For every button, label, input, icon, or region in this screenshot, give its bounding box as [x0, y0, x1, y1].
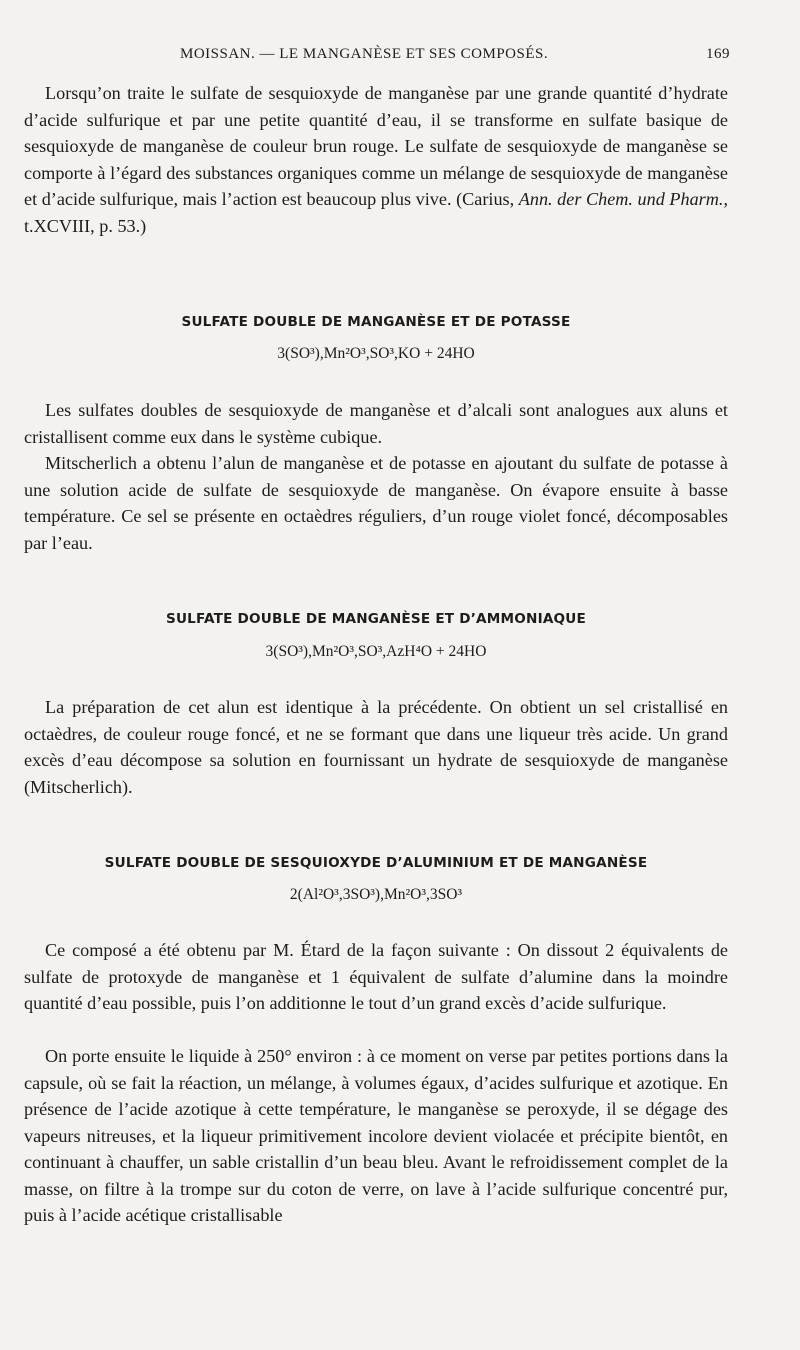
- formula-aluminium: 2(Al²O³,3SO³),Mn²O³,3SO³: [289, 886, 463, 903]
- section-heading-aluminium: SULFATE DOUBLE DE SESQUIOXYDE D’ALUMINIUM ET DE MANGANÈSE: [104, 855, 648, 871]
- paragraph-preparation: On porte ensuite le liquide à 250° environ : à ce moment on verse par petites portions dans la capsule, où se fait la réaction, un mélange, à volumes égaux, d’acides sulfurique et azotique. En présence de l’acide azotique à cette température, le manganèse se peroxyde, il se dégage des vapeurs nitreuses, et la liqueur primitivement incolore devient violacée et précipite bientôt, en continuant à chauffer, un sable cristallin d’un beau bleu. Avant le refroidissement complet de la masse, on filtre à la trompe sur du coton de verre, on lave à l’acide sulfurique concentré pur, puis à l’acide acétique cristallisable: [24, 1046, 728, 1225]
- paragraph-alun-ammoniaque: La préparation de cet alun est identique à la précédente. On obtient un sel cristallisé en octaèdres, de couleur rouge foncé, et ne se formant que dans une liqueur très acide. Un grand excès d’eau décompose sa solution en fournissant un hydrate de sesquioxyde de manganèse (Mitscherlich).: [24, 697, 728, 797]
- formula-potasse: 3(SO³),Mn²O³,SO³,KO + 24HO: [277, 345, 475, 362]
- paragraph-carius: [24, 80, 728, 239]
- formula-ammoniaque: 3(SO³),Mn²O³,SO³,AzH⁴O + 24HO: [265, 643, 487, 660]
- page-number: 169: [706, 46, 730, 62]
- paragraph-etard: Ce composé a été obtenu par M. Étard de la façon suivante : On dissout 2 équivalents de sulfate de protoxyde de manganèse et 1 équivalent de sulfate d’alumine dans la moindre quantité d’eau possible, puis l’on additionne le tout d’un grand excès d’acide sulfurique.: [24, 940, 728, 1013]
- running-title: MOISSAN. — LE MANGANÈSE ET SES COMPOSÉS.: [180, 46, 549, 62]
- paragraph-aluns: Les sulfates doubles de sesquioxyde de manganèse et d’alcali sont analogues aux aluns et cristallisent comme eux dans le système cubique.: [24, 400, 728, 447]
- running-header: [180, 46, 730, 63]
- section-heading-ammoniaque: SULFATE DOUBLE DE MANGANÈSE ET D’AMMONIAQUE: [165, 611, 587, 627]
- section-heading-potasse: SULFATE DOUBLE DE MANGANÈSE ET DE POTASSE: [181, 314, 571, 330]
- paragraph-text: Lorsqu’on traite le sulfate de sesquioxyde de manganèse par une grande quantité d’hydrate d’acide sulfurique et par une petite quantité d’eau, il se transforme en sulfate basique de sesquioxyde de manganèse de couleur brun rouge. Le sulfate de sesquioxyde de manganèse se comporte à l’égard des substances organiques comme un mélange de sesquioxyde de manganèse et d’acide sulfurique, mais l’action est beaucoup plus vive. (Carius,: [24, 83, 728, 209]
- citation-journal: Ann. der Chem. und Pharm.: [518, 189, 724, 209]
- paragraph-mitscherlich: Mitscherlich a obtenu l’alun de manganèse et de potasse en ajoutant du sulfate de potasse à une solution acide de sulfate de sesquioxyde de manganèse. On évapore ensuite à basse température. Ce sel se présente en octaèdres réguliers, d’un rouge violet foncé, décomposables par l’eau.: [24, 453, 728, 553]
- citation-reference: , t.XCVIII, p. 53.): [24, 189, 728, 236]
